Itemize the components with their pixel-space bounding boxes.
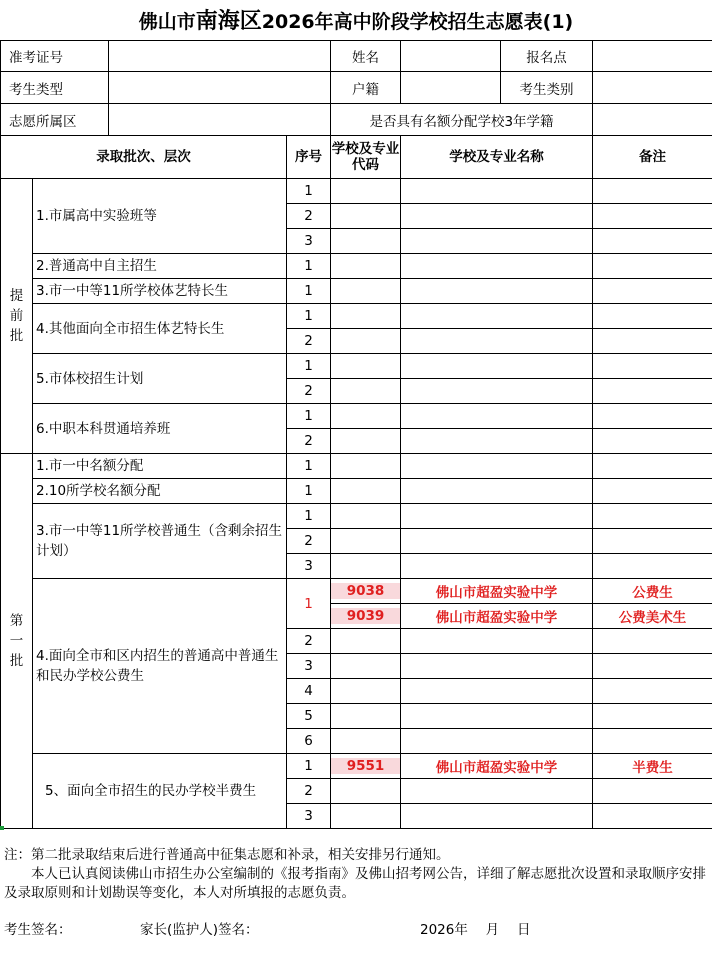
- seq-cell: 1: [287, 504, 331, 529]
- code-cell[interactable]: [331, 779, 401, 804]
- parent-signature-label: 家长(监护人)签名：: [140, 922, 259, 938]
- school-name-cell[interactable]: [401, 629, 593, 654]
- seq-cell: 2: [287, 629, 331, 654]
- school-name-cell[interactable]: [401, 404, 593, 429]
- cell-marker: [0, 826, 4, 830]
- note-cell[interactable]: 公费美术生: [593, 604, 712, 629]
- seq-cell: 1: [287, 579, 331, 629]
- reg-point-field[interactable]: [593, 41, 712, 72]
- title-prefix: 佛山市: [138, 11, 196, 33]
- note-cell[interactable]: [593, 429, 712, 454]
- notes: [4, 846, 710, 903]
- note-cell[interactable]: [593, 254, 712, 279]
- school-name-cell[interactable]: 佛山市超盈实验中学: [401, 579, 593, 604]
- signature-date: 2026年 月 日: [420, 922, 531, 938]
- category-d3: 3.市一中等11所学校普通生（含剩余招生计划）: [33, 504, 287, 579]
- code-cell[interactable]: [331, 629, 401, 654]
- section-early-text: 提前批: [9, 288, 24, 344]
- note-cell[interactable]: [593, 804, 712, 829]
- note-cell[interactable]: [593, 679, 712, 704]
- seq-cell: 5: [287, 704, 331, 729]
- title-district: 南海区: [195, 9, 262, 34]
- note-cell[interactable]: [593, 229, 712, 254]
- category-c6: 6.中职本科贯通培养班: [33, 404, 287, 454]
- seq-cell: 3: [287, 229, 331, 254]
- note-cell[interactable]: [593, 329, 712, 354]
- category-d5: 5、面向全市招生的民办学校半费生: [33, 754, 287, 829]
- student-type-label: 考生类型: [1, 72, 109, 104]
- category-c5: 5.市体校招生计划: [33, 354, 287, 404]
- school-name-cell[interactable]: [401, 279, 593, 304]
- note-cell[interactable]: [593, 779, 712, 804]
- note-cell[interactable]: [593, 529, 712, 554]
- quota-question-field[interactable]: [593, 104, 712, 136]
- code-cell[interactable]: [331, 229, 401, 254]
- code-cell[interactable]: [331, 479, 401, 504]
- seq-cell: 3: [287, 654, 331, 679]
- note-cell[interactable]: [593, 729, 712, 754]
- code-cell[interactable]: [331, 704, 401, 729]
- household-field[interactable]: [401, 72, 501, 104]
- code-cell[interactable]: [331, 204, 401, 229]
- seq-cell: 3: [287, 554, 331, 579]
- category-d2: 2.10所学校名额分配: [33, 479, 287, 504]
- code-cell[interactable]: [331, 179, 401, 204]
- code-cell[interactable]: [331, 379, 401, 404]
- school-name-cell[interactable]: 佛山市超盈实验中学: [401, 604, 593, 629]
- school-name-cell[interactable]: [401, 329, 593, 354]
- seq-cell: 2: [287, 429, 331, 454]
- form-title: [0, 0, 712, 40]
- school-name-cell[interactable]: [401, 304, 593, 329]
- code-cell[interactable]: [331, 679, 401, 704]
- category-d1: 1.市一中名额分配: [33, 454, 287, 479]
- school-name-cell[interactable]: [401, 804, 593, 829]
- student-category-label: 考生类别: [501, 72, 593, 104]
- code-cell[interactable]: [331, 654, 401, 679]
- school-name-cell[interactable]: [401, 504, 593, 529]
- entry-code: 9039: [331, 608, 400, 624]
- note-cell[interactable]: [593, 179, 712, 204]
- code-cell[interactable]: [331, 604, 401, 629]
- name-field[interactable]: [401, 41, 501, 72]
- district-label: 志愿所属区: [1, 104, 109, 136]
- header-code: 学校及专业代码: [331, 136, 401, 179]
- note-cell[interactable]: [593, 354, 712, 379]
- section-first-text: 第一批: [9, 613, 24, 669]
- code-cell[interactable]: [331, 554, 401, 579]
- school-name-cell[interactable]: [401, 704, 593, 729]
- school-name-cell[interactable]: [401, 454, 593, 479]
- category-c3: 3.市一中等11所学校体艺特长生: [33, 279, 287, 304]
- note-cell[interactable]: [593, 304, 712, 329]
- seq-cell: 2: [287, 779, 331, 804]
- code-cell[interactable]: [331, 429, 401, 454]
- code-cell[interactable]: [331, 304, 401, 329]
- seq-cell: 1: [287, 304, 331, 329]
- seq-cell: 1: [287, 479, 331, 504]
- note-cell[interactable]: [593, 554, 712, 579]
- note-line-1: 注：第二批录取结束后进行普通高中征集志愿和补录，相关安排另行通知。: [4, 847, 450, 863]
- category-c1: 1.市属高中实验班等: [33, 179, 287, 254]
- note-cell[interactable]: [593, 654, 712, 679]
- header-name: 学校及专业名称: [401, 136, 593, 179]
- seq-cell: 1: [287, 454, 331, 479]
- reg-point-label: 报名点: [501, 41, 593, 72]
- code-cell[interactable]: [331, 454, 401, 479]
- entry-code: 9038: [331, 583, 400, 599]
- note-cell[interactable]: [593, 279, 712, 304]
- student-category-field[interactable]: [593, 72, 712, 104]
- school-name-cell[interactable]: [401, 204, 593, 229]
- note-cell[interactable]: [593, 379, 712, 404]
- school-name-cell[interactable]: [401, 654, 593, 679]
- school-name-cell[interactable]: [401, 354, 593, 379]
- seq-cell: 6: [287, 729, 331, 754]
- seq-cell: 1: [287, 404, 331, 429]
- exam-no-field[interactable]: [109, 41, 331, 72]
- seq-cell: 1: [287, 279, 331, 304]
- section-first: [1, 454, 33, 829]
- note-cell[interactable]: [593, 204, 712, 229]
- seq-cell: 1: [287, 179, 331, 204]
- household-label: 户籍: [331, 72, 401, 104]
- seq-cell: 2: [287, 379, 331, 404]
- entry-code: 9551: [331, 758, 400, 774]
- seq-cell: 1: [287, 754, 331, 779]
- school-name-cell[interactable]: [401, 379, 593, 404]
- name-label: 姓名: [331, 41, 401, 72]
- header-seq: 序号: [287, 136, 331, 179]
- code-cell[interactable]: [331, 279, 401, 304]
- note-cell[interactable]: 半费生: [593, 754, 712, 779]
- code-cell[interactable]: [331, 754, 401, 779]
- school-name-cell[interactable]: [401, 254, 593, 279]
- code-cell[interactable]: [331, 404, 401, 429]
- note-cell[interactable]: [593, 629, 712, 654]
- title-suffix: 2026年高中阶段学校招生志愿表(1): [261, 11, 574, 33]
- application-form-table: [0, 40, 712, 829]
- student-signature-label: 考生签名：: [4, 922, 72, 938]
- seq-cell: 2: [287, 529, 331, 554]
- quota-question-label: 是否具有名额分配学校3年学籍: [331, 104, 593, 136]
- note-cell[interactable]: [593, 454, 712, 479]
- code-cell[interactable]: [331, 504, 401, 529]
- school-name-cell[interactable]: [401, 229, 593, 254]
- school-name-cell[interactable]: [401, 479, 593, 504]
- category-d4: 4.面向全市和区内招生的普通高中普通生和民办学校公费生: [33, 579, 287, 754]
- note-line-2: 本人已认真阅读佛山市招生办公室编制的《报考指南》及佛山招考网公告，详细了解志愿批次设置和录取顺序安排及录取原则和计划勘误等变化，本人对所填报的志愿负责。: [4, 866, 706, 901]
- header-note: 备注: [593, 136, 712, 179]
- note-cell[interactable]: 公费生: [593, 579, 712, 604]
- school-name-cell[interactable]: [401, 429, 593, 454]
- seq-cell: 1: [287, 354, 331, 379]
- seq-cell: 4: [287, 679, 331, 704]
- seq-cell: 3: [287, 804, 331, 829]
- code-cell[interactable]: [331, 329, 401, 354]
- district-field[interactable]: [109, 104, 331, 136]
- student-type-field[interactable]: [109, 72, 331, 104]
- code-cell[interactable]: [331, 729, 401, 754]
- seq-cell: 1: [287, 254, 331, 279]
- note-cell[interactable]: [593, 504, 712, 529]
- note-cell[interactable]: [593, 404, 712, 429]
- seq-cell: 2: [287, 329, 331, 354]
- code-cell[interactable]: [331, 804, 401, 829]
- category-c4: 4.其他面向全市招生体艺特长生: [33, 304, 287, 354]
- seq-cell: 2: [287, 204, 331, 229]
- school-name-cell[interactable]: [401, 679, 593, 704]
- category-c2: 2.普通高中自主招生: [33, 254, 287, 279]
- exam-no-label: 准考证号: [1, 41, 109, 72]
- code-cell[interactable]: [331, 579, 401, 604]
- school-name-cell[interactable]: [401, 729, 593, 754]
- header-batch: 录取批次、层次: [1, 136, 287, 179]
- section-early: [1, 179, 33, 454]
- school-name-cell[interactable]: [401, 554, 593, 579]
- school-name-cell[interactable]: [401, 179, 593, 204]
- code-cell[interactable]: [331, 529, 401, 554]
- note-cell[interactable]: [593, 479, 712, 504]
- code-cell[interactable]: [331, 354, 401, 379]
- school-name-cell[interactable]: 佛山市超盈实验中学: [401, 754, 593, 779]
- code-cell[interactable]: [331, 254, 401, 279]
- school-name-cell[interactable]: [401, 779, 593, 804]
- school-name-cell[interactable]: [401, 529, 593, 554]
- note-cell[interactable]: [593, 704, 712, 729]
